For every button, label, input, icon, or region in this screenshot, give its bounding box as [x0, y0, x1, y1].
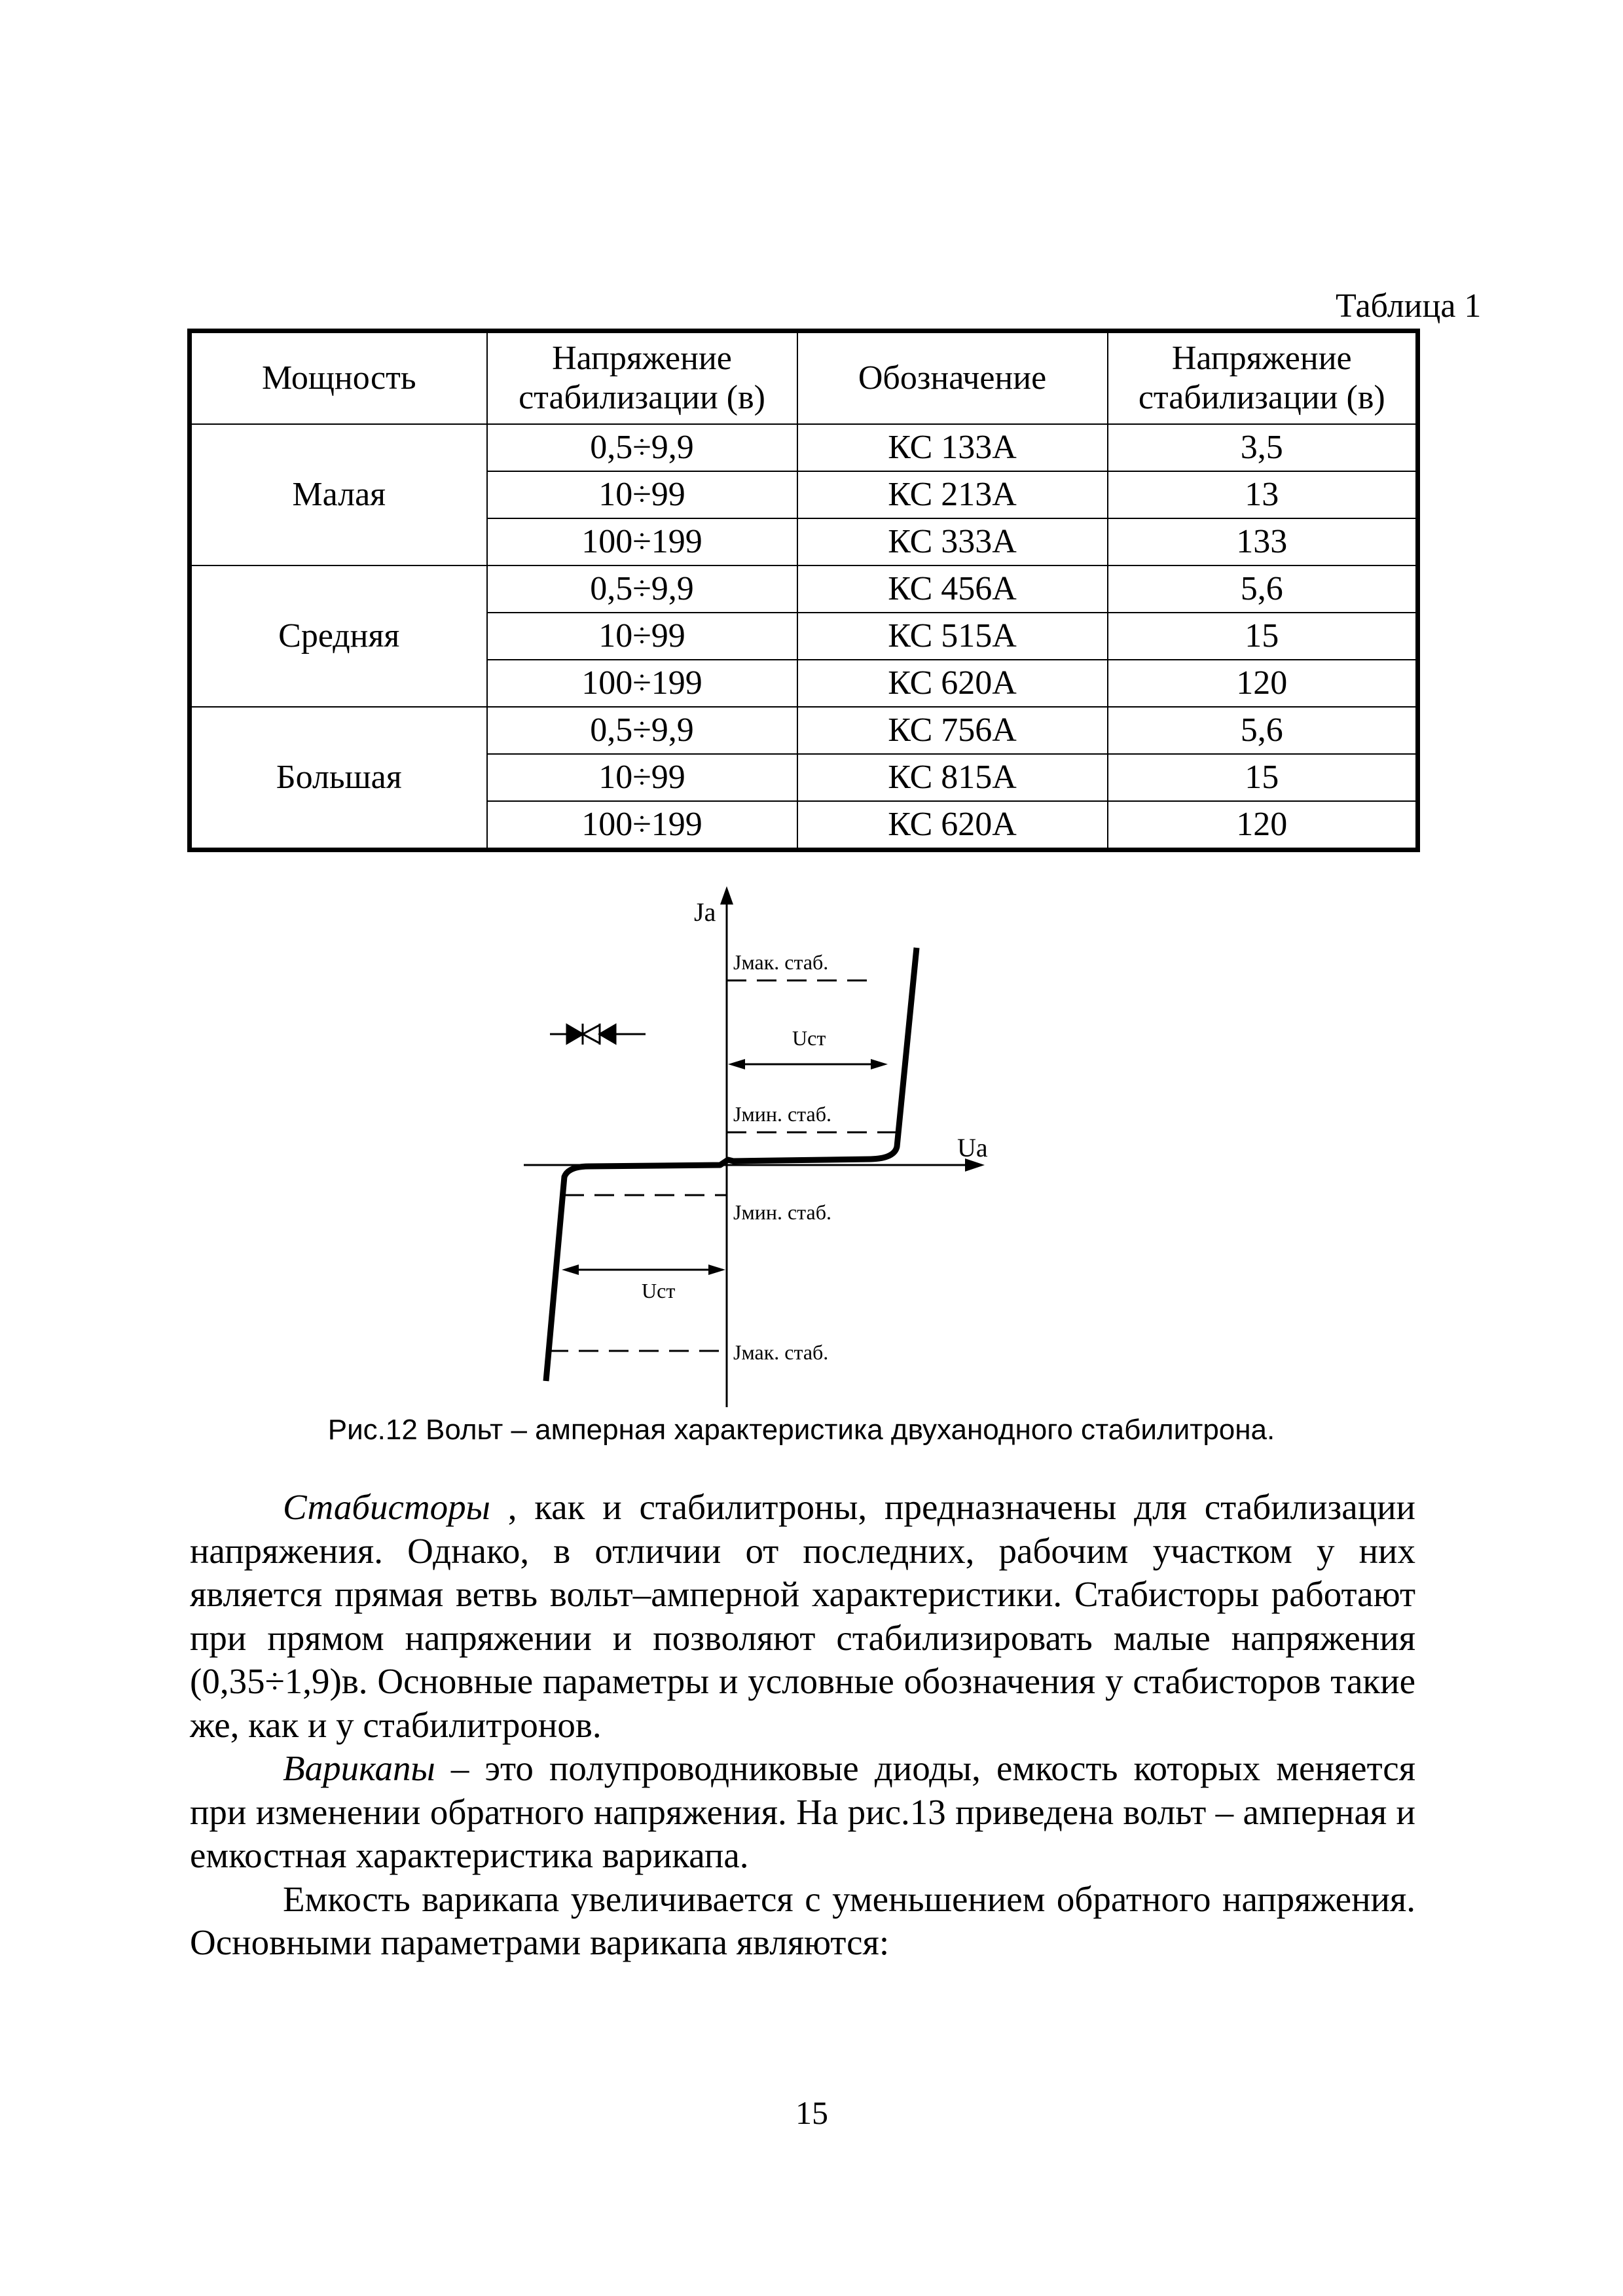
voltage-cell: 3,5	[1108, 424, 1418, 471]
i-max-bottom-label: Jмак. стаб.	[733, 1340, 829, 1364]
designation-cell: КС 620А	[797, 660, 1108, 707]
range-cell: 10÷99	[487, 471, 797, 518]
table-row	[190, 707, 1418, 754]
paragraph-text: , как и стабилитроны, предназначены для стабилизации напряжения. Однако, в отличии от последних, рабочим участком у них является прямая ветвь вольт–амперной характеристики. Стабисторы работают при прямом напряжении и позволяют стабилизировать малые напряжения (0,35÷1,9)в. Основные параметры и условные обозначения у стабисторов такие же, как и у стабилитронов.	[190, 1487, 1415, 1745]
range-cell: 0,5÷9,9	[487, 424, 797, 471]
term-stabistors: Стабисторы	[283, 1487, 490, 1527]
header-voltage: Напряжение стабилизации (в)	[1108, 331, 1418, 425]
designation-cell: КС 756А	[797, 707, 1108, 754]
designation-cell: КС 333А	[797, 518, 1108, 565]
u-st-bottom-arrow-right	[708, 1265, 725, 1275]
designation-cell: КС 456А	[797, 565, 1108, 613]
designation-cell: КС 815А	[797, 754, 1108, 801]
x-axis-label: Ua	[957, 1133, 988, 1162]
voltage-cell: 133	[1108, 518, 1418, 565]
header-designation: Обозначение	[797, 331, 1108, 425]
range-cell: 100÷199	[487, 801, 797, 850]
paragraph-varicaps	[190, 1747, 1415, 1878]
voltage-cell: 120	[1108, 660, 1418, 707]
range-cell: 0,5÷9,9	[487, 707, 797, 754]
voltage-cell: 5,6	[1108, 707, 1418, 754]
range-cell: 100÷199	[487, 660, 797, 707]
designation-cell: КС 620А	[797, 801, 1108, 850]
u-st-top-arrow-right	[871, 1059, 888, 1069]
paragraph-capacitance	[190, 1878, 1415, 1965]
zener-symbol	[550, 1024, 646, 1045]
header-power: Мощность	[190, 331, 487, 425]
designation-cell: КС 213А	[797, 471, 1108, 518]
voltage-cell: 5,6	[1108, 565, 1418, 613]
range-cell: 10÷99	[487, 754, 797, 801]
table-header-row	[190, 331, 1418, 425]
header-range: Напряжение стабилизации (в)	[487, 331, 797, 425]
u-st-top-label: Uст	[792, 1026, 826, 1050]
designation-cell: КС 515А	[797, 613, 1108, 660]
body-text	[190, 1486, 1415, 1965]
range-cell: 100÷199	[487, 518, 797, 565]
paragraph-stabistors	[190, 1486, 1415, 1747]
paragraph-text: Емкость варикапа увеличивается с уменьшением обратного напряжения. Основными параметрами варикапа являются:	[190, 1878, 1415, 1962]
table-caption: Таблица 1	[1336, 287, 1482, 325]
designation-cell: КС 133А	[797, 424, 1108, 471]
stabilitron-table	[187, 329, 1420, 852]
range-cell: 0,5÷9,9	[487, 565, 797, 613]
power-cell: Малая	[190, 424, 487, 565]
u-st-top-arrow-left	[728, 1059, 745, 1069]
y-axis-label: Ja	[694, 897, 716, 927]
iv-characteristic-figure	[504, 884, 989, 1407]
power-cell: Большая	[190, 707, 487, 850]
term-varicaps: Варикапы	[283, 1748, 435, 1788]
voltage-cell: 13	[1108, 471, 1418, 518]
paragraph-text: – это полупроводниковые диоды, емкость которых меняется при изменении обратного напряжения. На рис.13 приведена вольт – амперная и емкостная характеристика варикапа.	[190, 1748, 1415, 1875]
table-row	[190, 424, 1418, 471]
u-st-bottom-arrow-left	[562, 1265, 579, 1275]
voltage-cell: 15	[1108, 613, 1418, 660]
i-min-bottom-label: Jмин. стаб.	[733, 1200, 832, 1224]
voltage-cell: 120	[1108, 801, 1418, 850]
table-row	[190, 565, 1418, 613]
range-cell: 10÷99	[487, 613, 797, 660]
figure-caption: Рис.12 Вольт – амперная характеристика двуханодного стабилитрона.	[327, 1414, 1275, 1446]
i-max-top-label: Jмак. стаб.	[733, 950, 829, 974]
i-min-top-label: Jмин. стаб.	[733, 1102, 832, 1126]
y-axis-arrow	[720, 886, 733, 905]
voltage-cell: 15	[1108, 754, 1418, 801]
power-cell: Средняя	[190, 565, 487, 707]
page-number: 15	[795, 2094, 828, 2131]
u-st-bottom-label: Uст	[642, 1279, 676, 1302]
